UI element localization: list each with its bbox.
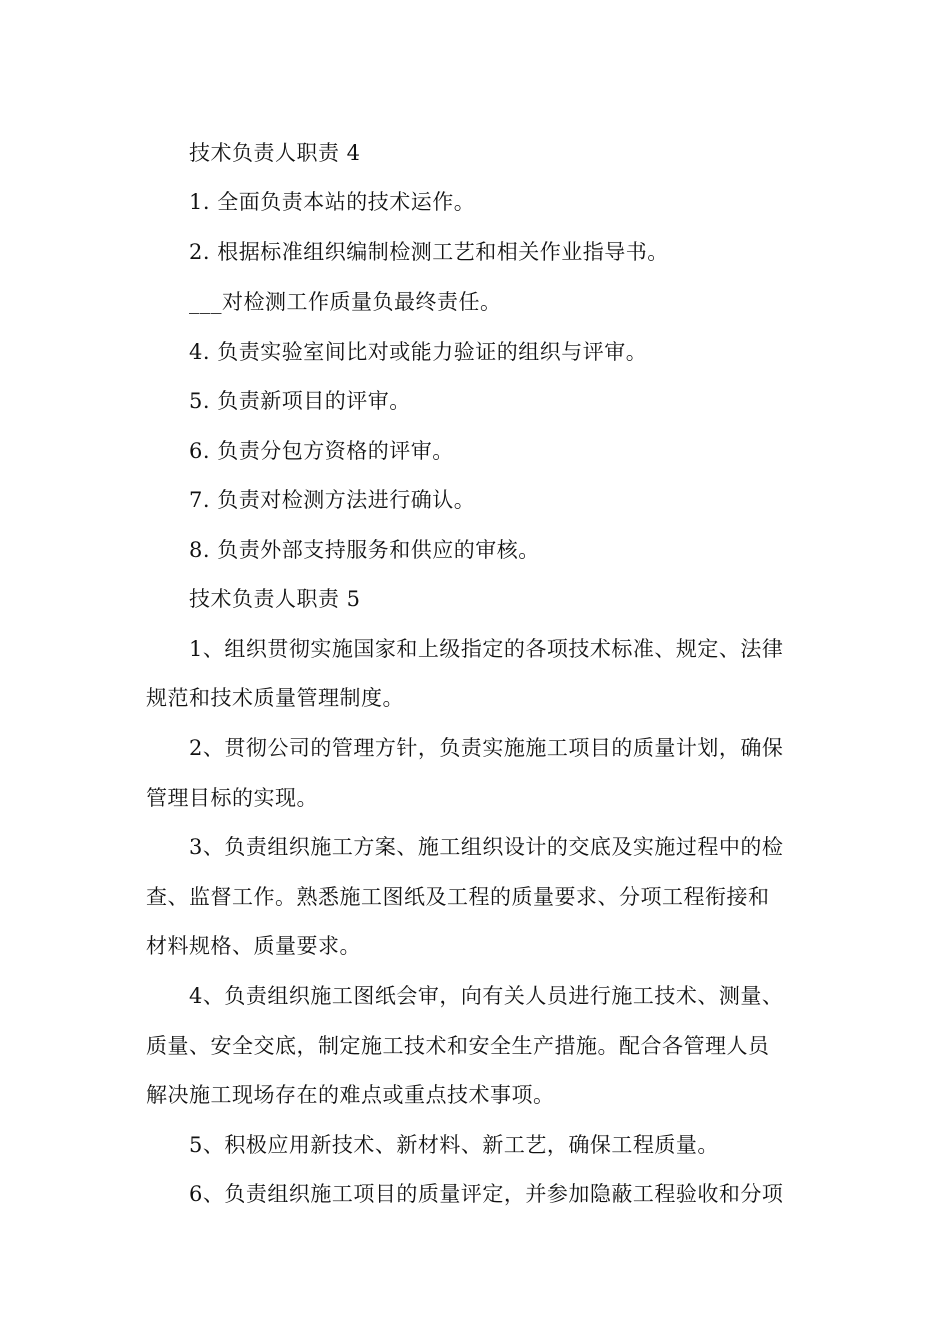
paragraph-line: 材料规格、质量要求。 — [146, 934, 361, 958]
paragraph-line: 4、负责组织施工图纸会审，向有关人员进行施工技术、测量、 — [189, 984, 784, 1008]
paragraph-line: 2、贯彻公司的管理方针，负责实施施工项目的质量计划，确保 — [189, 736, 784, 760]
paragraph-line: 解决施工现场存在的难点或重点技术事项。 — [146, 1083, 555, 1107]
paragraph-line: 查、监督工作。熟悉施工图纸及工程的质量要求、分项工程衔接和 — [146, 885, 770, 909]
paragraph-line: 质量、安全交底，制定施工技术和安全生产措施。配合各管理人员 — [146, 1034, 770, 1058]
list-item: 7. 负责对检测方法进行确认。 — [189, 488, 476, 512]
paragraph-line: 1、组织贯彻实施国家和上级指定的各项技术标准、规定、法律 — [189, 637, 784, 661]
list-item: 2. 根据标准组织编制检测工艺和相关作业指导书。 — [189, 240, 669, 264]
list-item: ___对检测工作质量负最终责任。 — [189, 290, 502, 314]
list-item: 6. 负责分包方资格的评审。 — [189, 439, 454, 463]
section-heading-5: 技术负责人职责 5 — [189, 587, 361, 611]
list-item: 1. 全面负责本站的技术运作。 — [189, 190, 476, 214]
list-item: 5. 负责新项目的评审。 — [189, 389, 411, 413]
paragraph-line: 5、积极应用新技术、新材料、新工艺，确保工程质量。 — [189, 1133, 719, 1157]
paragraph-line: 3、负责组织施工方案、施工组织设计的交底及实施过程中的检 — [189, 835, 784, 859]
paragraph-line: 6、负责组织施工项目的质量评定，并参加隐蔽工程验收和分项 — [189, 1182, 784, 1206]
paragraph-line: 规范和技术质量管理制度。 — [146, 686, 404, 710]
paragraph-line: 管理目标的实现。 — [146, 786, 318, 810]
list-item: 4. 负责实验室间比对或能力验证的组织与评审。 — [189, 340, 648, 364]
list-item: 8. 负责外部支持服务和供应的审核。 — [189, 538, 540, 562]
section-heading-4: 技术负责人职责 4 — [189, 141, 361, 165]
